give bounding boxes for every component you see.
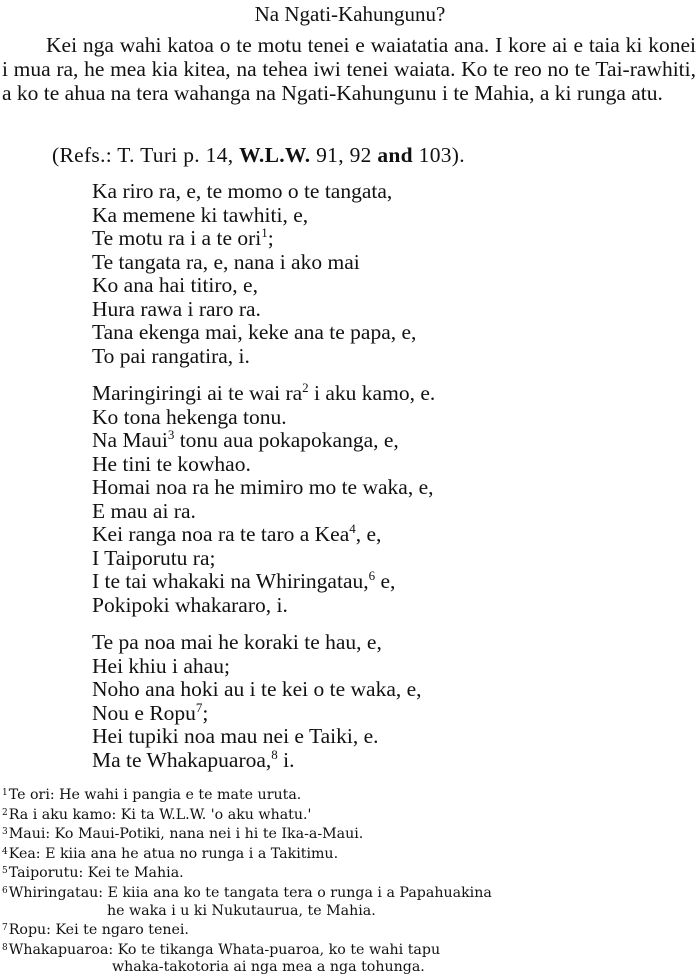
stanza-3 bbox=[92, 631, 692, 772]
poem-line bbox=[92, 204, 692, 228]
poem-line-text: Te motu ra i a te ori bbox=[92, 226, 262, 250]
footnote-marker: 2 bbox=[302, 380, 309, 395]
stanza-2 bbox=[92, 382, 692, 617]
footnote-text: Whakapuaroa: Ko te tikanga Whata-puaroa, ko te wahi tapu bbox=[8, 941, 441, 958]
poem-line bbox=[92, 631, 692, 655]
poem-line-text: Ka memene ki tawhiti, e, bbox=[92, 202, 309, 227]
refs-nums: 91, 92 bbox=[316, 143, 372, 167]
poem-line-text: Pokipoki whakararo, i. bbox=[92, 592, 288, 617]
footnote-text: Taiporutu: Kei te Mahia. bbox=[8, 865, 184, 882]
poem-line bbox=[92, 476, 692, 500]
poem-line bbox=[92, 594, 692, 618]
poem-line bbox=[92, 746, 692, 773]
poem-line-text: I Taiporutu ra; bbox=[92, 545, 216, 570]
footnote bbox=[2, 940, 698, 977]
footnote-number: 3 bbox=[2, 827, 8, 838]
footnote-marker: 7 bbox=[195, 699, 203, 715]
footnote-number: 8 bbox=[2, 942, 8, 953]
footnote-marker: 8 bbox=[271, 746, 278, 762]
poem-line bbox=[92, 678, 692, 702]
poem-line bbox=[92, 251, 692, 275]
poem-line bbox=[92, 523, 692, 547]
poem-line bbox=[92, 382, 692, 406]
footnote-text: Te ori: He wahi i pangia e te mate uruta. bbox=[8, 787, 302, 803]
footnote-text: Kea: E kiia ana he atua no runga i a Takitimu. bbox=[8, 845, 339, 862]
poem-line-text: Noho ana hoki au i te kei o te waka, e, bbox=[92, 677, 422, 701]
poem-line bbox=[92, 655, 692, 679]
poem-line bbox=[92, 298, 692, 322]
poem-line-text: Maringiringi ai te wai ra bbox=[92, 381, 303, 405]
poem-line bbox=[92, 406, 692, 430]
poem-line-text: Te tangata ra, e, nana i ako mai bbox=[92, 249, 360, 274]
poem-line bbox=[92, 227, 692, 251]
footnote-marker: 4 bbox=[349, 521, 356, 536]
footnote-number: 7 bbox=[2, 923, 8, 934]
poem-line bbox=[92, 547, 692, 571]
footnotes bbox=[2, 785, 698, 977]
poem-line-text: Na Maui bbox=[92, 428, 168, 452]
footnote-number: 4 bbox=[2, 846, 8, 857]
intro-paragraph bbox=[2, 33, 696, 105]
refs-close: 103). bbox=[418, 143, 465, 167]
poem-line-text: Ma te Whakapuaroa, bbox=[92, 747, 272, 772]
poem-line-text: Tana ekenga mai, keke ana te papa, e, bbox=[92, 320, 417, 344]
poem-line-text: I te tai whakaki na Whiringatau, bbox=[92, 569, 369, 593]
poem-line-tail: , e, bbox=[355, 522, 382, 546]
poem-line-text: He tini te kowhao. bbox=[92, 451, 251, 476]
poem-line-text: Hei khiu i ahau; bbox=[92, 653, 230, 678]
poem-line-tail: i aku kamo, e. bbox=[308, 381, 436, 405]
references-line bbox=[52, 143, 692, 167]
poem-line-text: Ko tona hekenga tonu. bbox=[92, 404, 287, 429]
poem-line-text: Ka riro ra, e, te momo o te tangata, bbox=[92, 179, 393, 203]
poem-line-text: Ko ana hai titiro, e, bbox=[92, 273, 258, 297]
refs-open: (Refs.: T. Turi p. 14, bbox=[52, 143, 234, 167]
page-title: Na Ngati-Kahungunu? bbox=[254, 2, 446, 26]
poem-line-text: Hura rawa i raro ra. bbox=[92, 296, 261, 321]
poem-line bbox=[92, 500, 692, 524]
footnote bbox=[2, 863, 698, 883]
poem-line-text: Te pa noa mai he koraki te hau, e, bbox=[92, 630, 382, 654]
footnote-number: 5 bbox=[2, 866, 8, 877]
footnote bbox=[2, 883, 698, 920]
footnote-text: Ropu: Kei te ngaro tenei. bbox=[8, 922, 189, 939]
footnote-continuation: whaka-takotoria ai nga mea a nga tohunga. bbox=[112, 959, 425, 976]
footnote-text: Whiringatau: E kiia ana ko te tangata tera o runga i a Papahuakina bbox=[8, 884, 492, 901]
footnote-text: Maui: Ko Maui-Potiki, nana nei i hi te Ika-a-Maui. bbox=[8, 826, 364, 843]
stanza-1 bbox=[92, 180, 692, 368]
poem-line-text: Homai noa ra he mimiro mo te waka, e, bbox=[92, 475, 434, 499]
poem-line-tail: i. bbox=[277, 747, 295, 772]
footnote-marker: 3 bbox=[167, 427, 175, 442]
poem-line-text: Kei ranga noa ra te taro a Kea bbox=[92, 522, 350, 546]
poem-line-tail: ; bbox=[267, 226, 274, 250]
poem-line bbox=[92, 429, 692, 453]
poem-line-tail: e, bbox=[375, 569, 396, 593]
poem-line-tail: ; bbox=[202, 700, 209, 725]
footnote-marker: 1 bbox=[261, 225, 268, 240]
footnote-marker: 6 bbox=[368, 568, 376, 583]
refs-wlw: W.L.W. bbox=[239, 143, 311, 167]
intro-text: Kei nga wahi katoa o te motu tenei e waiatatia ana. I kore ai e taia ki konei i mua ra, he mea kia kitea, na tehea iwi tenei waiata. Ko te reo no te Tai-rawhiti, a ko te ahua na tera wahanga na Ngati-Kahungunu i te Mahia, a ki runga atu. bbox=[2, 33, 696, 105]
poem-line-text: E mau ai ra. bbox=[92, 498, 196, 523]
footnote bbox=[2, 844, 698, 864]
footnote bbox=[2, 805, 698, 825]
footnote-number: 2 bbox=[2, 807, 8, 818]
footnote bbox=[2, 824, 698, 844]
footnote-number: 6 bbox=[2, 885, 8, 896]
poem-line-text: To pai rangatira, i. bbox=[92, 343, 250, 368]
poem-line bbox=[92, 453, 692, 477]
poem-line-text: Hei tupiki noa mau nei e Taiki, e. bbox=[92, 724, 379, 748]
poem-line-text: Nou e Ropu bbox=[92, 700, 196, 725]
poem-line bbox=[92, 321, 692, 345]
footnote bbox=[2, 920, 698, 940]
poem-line bbox=[92, 180, 692, 204]
poem-line bbox=[92, 725, 692, 749]
footnote-text: Ra i aku kamo: Ki ta W.L.W. 'o aku whatu.' bbox=[8, 806, 312, 823]
poem-line bbox=[92, 570, 692, 594]
poem-line bbox=[92, 699, 692, 726]
refs-and: and bbox=[377, 143, 413, 167]
poem-line bbox=[92, 345, 692, 369]
poem-line bbox=[92, 274, 692, 298]
footnote-number: 1 bbox=[2, 788, 8, 798]
footnote-continuation: he waka i u ki Nukutaurua, te Mahia. bbox=[107, 902, 376, 919]
poem-line-tail: tonu aua pokapokanga, e, bbox=[174, 428, 399, 452]
footnote bbox=[2, 785, 698, 805]
